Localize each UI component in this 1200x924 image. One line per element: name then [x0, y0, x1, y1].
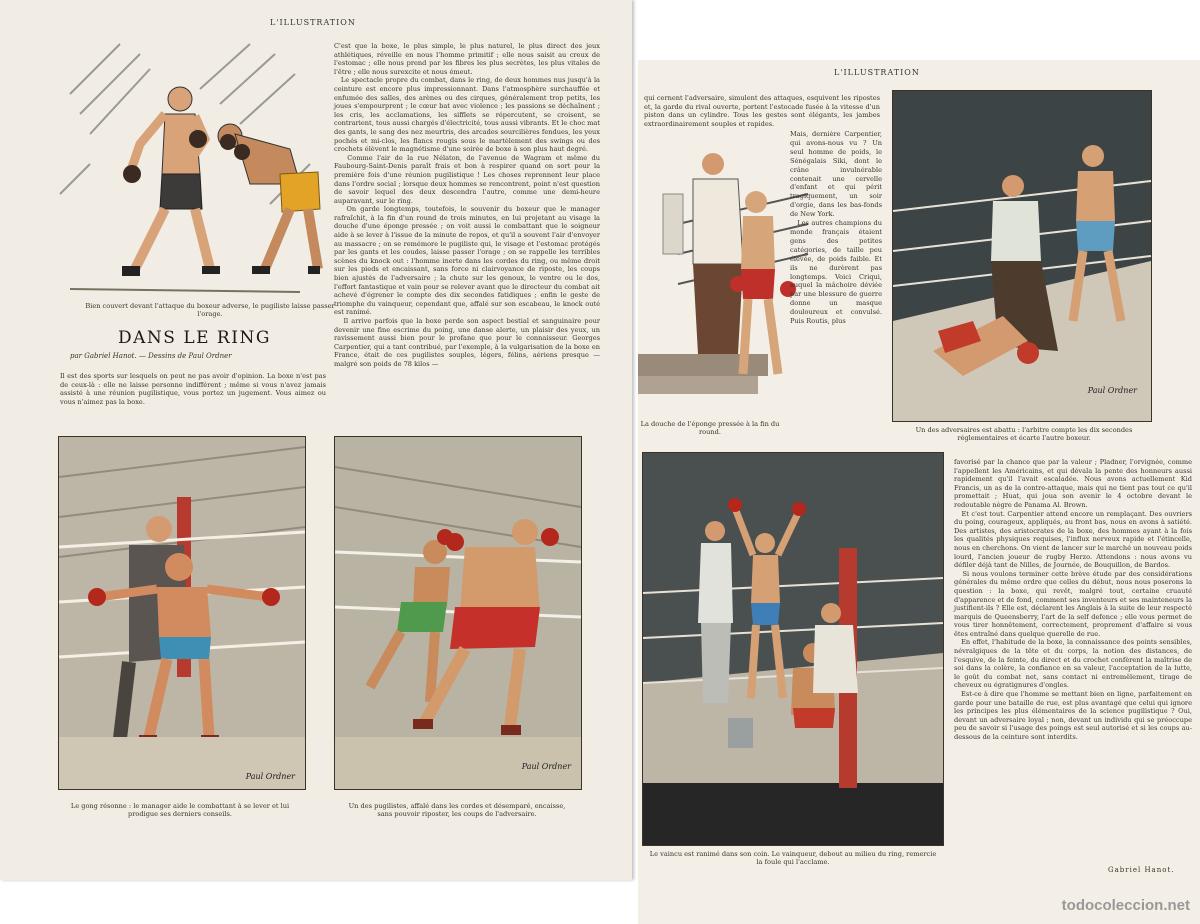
caption-ropes: Un des pugilistes, affalé dans les cordes et désemparé, encaisse, sans pouvoir riposter, les coups de l'adversaire. — [348, 802, 566, 819]
caption-manager: Le gong résonne : le manager aide le combattant à se lever et lui prodigue ses derniers conseils. — [70, 802, 290, 819]
article-column: C'est que la boxe, le plus simple, le plus naturel, le plus direct des jeux athlétiques, réveille en nous l'homme primitif ; elle nous saisit au creux de l'estomac ; elle nous prend par les fibres les plus secrètes, les plus vitales de l'être ; elle nous surexcite et nous émeut. Le spectacle propre du combat, dans le ring, de deux hommes nus jusqu'à la ceinture est encore plus impressionnant. Dans l'atmosphère surchauffée et enfumée des salles, des arènes ou des cirques, généralement trop petits, les joues s'empourprent ; le cœur bat avec violence ; les passions se déchaînent ; les cris, les acclamations, les sifflets se répercutent, se croisent, se contrarient, tous aussi chargés d'électricité, tous aussi vibrants. Et le choc mat des gants, le sang des nez meurtris, des arcades sourcilières fendues, les yeux pochés et mi-clos, les flancs rougis sous le martèlement des swings ou des crochets élèvent le magnétisme d'une soirée de boxe à son plus haut degré. Comme l'air de la rue Nélaton, de l'avenue de Wagram et même du Faubourg-Saint-Denis paraît frais et bon à respirer quand on sort pour la première fois d'une réunion pugilistique ! Les choses reprennent leur place dans l'ordre social ; lorsque deux hommes se rencontrent, point n'est question de savoir lequel des deux descendra l'autre, comme une demi-heure auparavant, sur le ring. On garde longtemps, toutefois, le souvenir du boxeur que le manager rafraîchit, à la fin d'un round de trois minutes, en lui projetant au visage la douche d'une éponge pressée ; on voit aussi le combattant que le soigneur aide à se lever à l'issue de la minute de repos, et qu'il a souvent l'air d'envoyer au massacre ; on se remémore le pugiliste qui, le visage et l'estomac protégés par les gants et les coudes, laisse passer l'orage ; on se rappelle les terribles scènes du knock out : l'homme inerte dans les cordes du ring, ou même droit sur les pieds et encaissant, sans force ni clairvoyance de riposte, les coups bien ajustés de l'adversaire ; la chute sur les genoux, le ventre ou le dos, l'effort fantastique et vain pour se relever avant que le directeur du combat ait achevé d'égrener le compte des dix secondes fatidiques ; enfin le geste de triomphe du vainqueur, cependant que, affalé sur son escabeau, le knock outé est ranimé. Il arrive parfois que la boxe perde son aspect bestial et sanguinaire pour devenir une fine escrime du poing, une danse alerte, un plaisir des yeux, un ravissement aussi bien pour le profane que pour le connaisseur. Georges Carpentier, qui a tant contribué, par l'exemple, à la vulgarisation de la boxe en France, était de ces pugilistes souples, légers, félins, aériens presque — malgré son poids de 78 kilos — — [334, 42, 601, 368]
illustration-knockdown — [892, 90, 1152, 422]
article-byline: par Gabriel Hanot. — Dessins de Paul Ordner — [70, 352, 232, 360]
illustration-manager-corner — [58, 436, 306, 790]
caption-knockdown: Un des adversaires est abattu : l'arbitre compte les dix secondes réglementaires et écarte l'autre boxeur. — [915, 426, 1133, 443]
author-signature: Gabriel Hanot. — [1108, 866, 1175, 874]
artist-signature: Paul Ordner — [521, 762, 571, 771]
right-narrow-column: Mais, dernière Carpentier, qui avons-nous vu ? Un seul homme de poids, le Sénégalais Siki, dont le crâne invulnérable contenait une cervelle d'enfant et qui périt tragiquement, un soir d'orgie, dans les bas-fonds de New York. Les autres champions du monde français étaient gens des petites catégories, de taille peu élevée, de poids faible. Et ils ne durèrent pas longtemps. Voici Criqui, auquel la mâchoire déviée par une blessure de guerre donne un masque douloureux et convulsé. Puis Routis, plus — [790, 130, 882, 326]
caption-sponge: La douche de l'éponge pressée à la fin du round. — [640, 420, 780, 437]
caption-guarding: Bien couvert devant l'attaque du boxeur adverse, le pugiliste laisse passer l'orage. — [85, 302, 335, 319]
article-intro: Il est des sports sur lesquels on peut ne pas avoir d'opinion. La boxe n'est pas de ceux-là : elle ne laisse personne indifférent ; même si vous n'avez jamais assisté à une réunion pugilistique, vous portez un jugement. Vous aimez ou vous n'aimez pas la boxe. — [60, 372, 329, 406]
watermark: todocoleccion.net — [1061, 897, 1190, 914]
right-page — [638, 60, 1200, 924]
caption-winner: Le vaincu est ranimé dans son coin. Le vainqueur, debout au milieu du ring, remercie la foule qui l'acclame. — [649, 850, 937, 867]
right-top-text: qui cernent l'adversaire, simulent des attaques, esquivent les ripostes et, la garde du rival ouverte, portent l'estocade fusée à la vitesse d'un piston dans un cylindre. Tous les gestes sont élégants, les jambes extraordinairement souples et rapides. — [644, 94, 883, 128]
illustration-winner — [642, 452, 944, 846]
artist-signature: Paul Ordner — [245, 772, 295, 781]
right-main-column: favorisé par la chance que par la valeur ; Pladner, l'orvignée, comme l'appellent les Américains, et qui dévala la pente des honneurs aussi rapidement qu'il l'avait escaladée. Nous avons actuellement Kid Francis, un as de la contre-attaque, mais qui ne tient pas tout ce qu'il promettait ; Huat, qui joua son avenir le 4 octobre devant le redoutable nègre de Panama Al. Brown. Et c'est tout. Carpentier attend encore un remplaçant. Des ouvriers du poing, courageux, appliqués, au front bas, nous en avons à satiété. Des artistes, des aristocrates de la boxe, des hommes ayant à la fois les qualités physiques requises, l'influx nerveux rapide et l'étincelle, nous en cherchons. On vient de lancer sur le marché un nouveau poids lourd, l'ancien joueur de rugby Herzo. Attendons : nous avons vu défiler déjà tant de Nilles, de Journée, de Bouquillon, de Bardos. Si nous voulons terminer cette brève étude par des considérations générales du même ordre que celles du début, nous nous poserons la question : la boxe, qui revêt, malgré tout, certaine cruauté d'apparence et de fond, comment ses inventeurs et ses mainteneurs la justifient-ils ? Elle est, déclarent les Anglais à la suite de leur respecté marquis de Queensberry, l'art de la self defence ; elle vous permet de vous tirer honnêtement, correctement, proprement d'affaire si vous êtes entraîné dans quelque querelle de rue. En effet, l'habitude de la boxe, la connaissance des points sensibles, névralgiques de la tête et du corps, la notion des distances, de l'esquive, de la feinte, du direct et du crochet confèrent la maîtrise de soi dans la colère, la confiance en sa valeur, l'acceptation de la lutte, le goût du combat net, sans contact ni entremêlement, tirage de cheveux ou égratignures d'ongles. Est-ce à dire que l'homme se mettant bien en ligne, parfaitement en garde pour une bataille de rue, est plus avantagé que celui qui ignore les principes les plus élémentaires de la science pugilistique ? Oui, devant un adversaire loyal ; non, devant un individu qui se préoccupe peu de savoir si l'usage des poings est seul autorisé et si les coups au-dessous de la ceinture sont interdits. — [954, 458, 1193, 741]
illustration-guarding-boxers — [50, 34, 320, 299]
page-header: L'ILLUSTRATION — [834, 68, 920, 77]
article-title: DANS LE RING — [118, 328, 271, 348]
page-header: L'ILLUSTRATION — [270, 18, 356, 27]
artist-signature: Paul Ordner — [1087, 386, 1137, 395]
illustration-boxers-in-ropes — [334, 436, 582, 790]
